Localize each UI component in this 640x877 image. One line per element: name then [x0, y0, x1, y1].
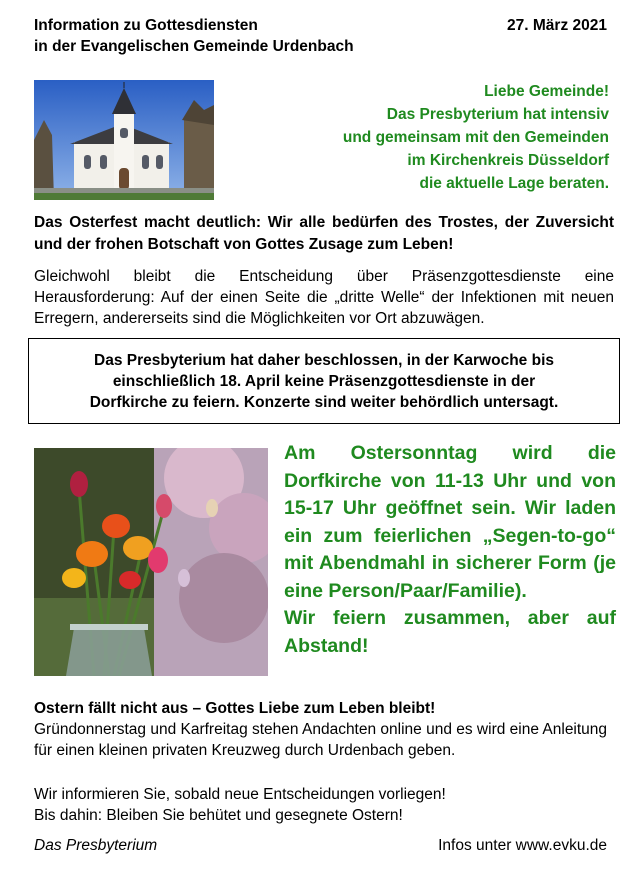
- ostern-heading: Ostern fällt nicht aus – Gottes Liebe zum Leben bleibt!: [34, 700, 436, 717]
- flowers-photo: [34, 448, 268, 676]
- greeting-line: Das Presbyterium hat intensiv: [386, 106, 609, 123]
- easter-announcement: [284, 440, 616, 660]
- greeting-line: und gemeinsam mit den Gemeinden: [342, 129, 609, 146]
- footer-signature: Das Presbyterium: [34, 837, 158, 854]
- notice-text: [44, 350, 604, 413]
- greeting-line: die aktuelle Lage beraten.: [419, 175, 609, 192]
- header-title-line2: in der Evangelischen Gemeinde Urdenbach: [34, 38, 354, 55]
- closing-line1: Wir informieren Sie, sobald neue Entscheidungen vorliegen!: [34, 786, 446, 803]
- closing-line2: Bis dahin: Bleiben Sie behütet und gesegnete Ostern!: [34, 807, 403, 824]
- closing-section: [34, 784, 614, 826]
- notice-line: Dorfkirche zu feiern. Konzerte sind weiter behördlich untersagt.: [89, 393, 559, 411]
- header-title-line1: Information zu Gottesdiensten: [34, 17, 258, 34]
- header-date: 27. März 2021: [507, 17, 607, 34]
- easter-text: Am Ostersonntag wird die Dorfkirche von 11-13 Uhr und von 15-17 Uhr geöffnet sein. Wir laden ein zum feierlichen „Segen-to-go“ mit Abendmahl in sicherer Form (je eine Person/Paar/Familie).: [284, 442, 616, 602]
- greeting-line: Liebe Gemeinde!: [484, 83, 609, 100]
- intro-text: Gleichwohl bleibt die Entscheidung über Präsenzgottesdienste eine Herausforderung: Auf der einen Seite die „dritte Welle“ der Infektionen mit neuen Erregern, andererseits sind die Möglichkeiten vor Ort abzuwägen.: [34, 268, 614, 327]
- ostern-text: Gründonnerstag und Karfreitag stehen Andachten online und es wird eine Anleitung für einen kleinen privaten Kreuzweg durch Urdenbach geben.: [34, 721, 608, 759]
- notice-line: einschließlich 18. April keine Präsenzgottesdienste in der: [112, 372, 536, 390]
- notice-line: Das Presbyterium hat daher beschlossen, in der Karwoche bis: [94, 351, 554, 369]
- greeting-text: [279, 80, 609, 195]
- easter-motto: Wir feiern zusammen, aber auf Abstand!: [284, 607, 616, 657]
- intro-bold: Das Osterfest macht deutlich: Wir alle bedürfen des Trostes, der Zuversicht und der frohen Botschaft von Gottes Zusage zum Leben!: [34, 214, 614, 253]
- greeting-line: im Kirchenkreis Düsseldorf: [407, 152, 609, 169]
- header-title: [34, 15, 354, 57]
- footer-info: Infos unter www.evku.de: [438, 837, 607, 854]
- ostern-section: [34, 698, 614, 761]
- notice-box: [28, 338, 620, 424]
- church-photo: [34, 80, 214, 200]
